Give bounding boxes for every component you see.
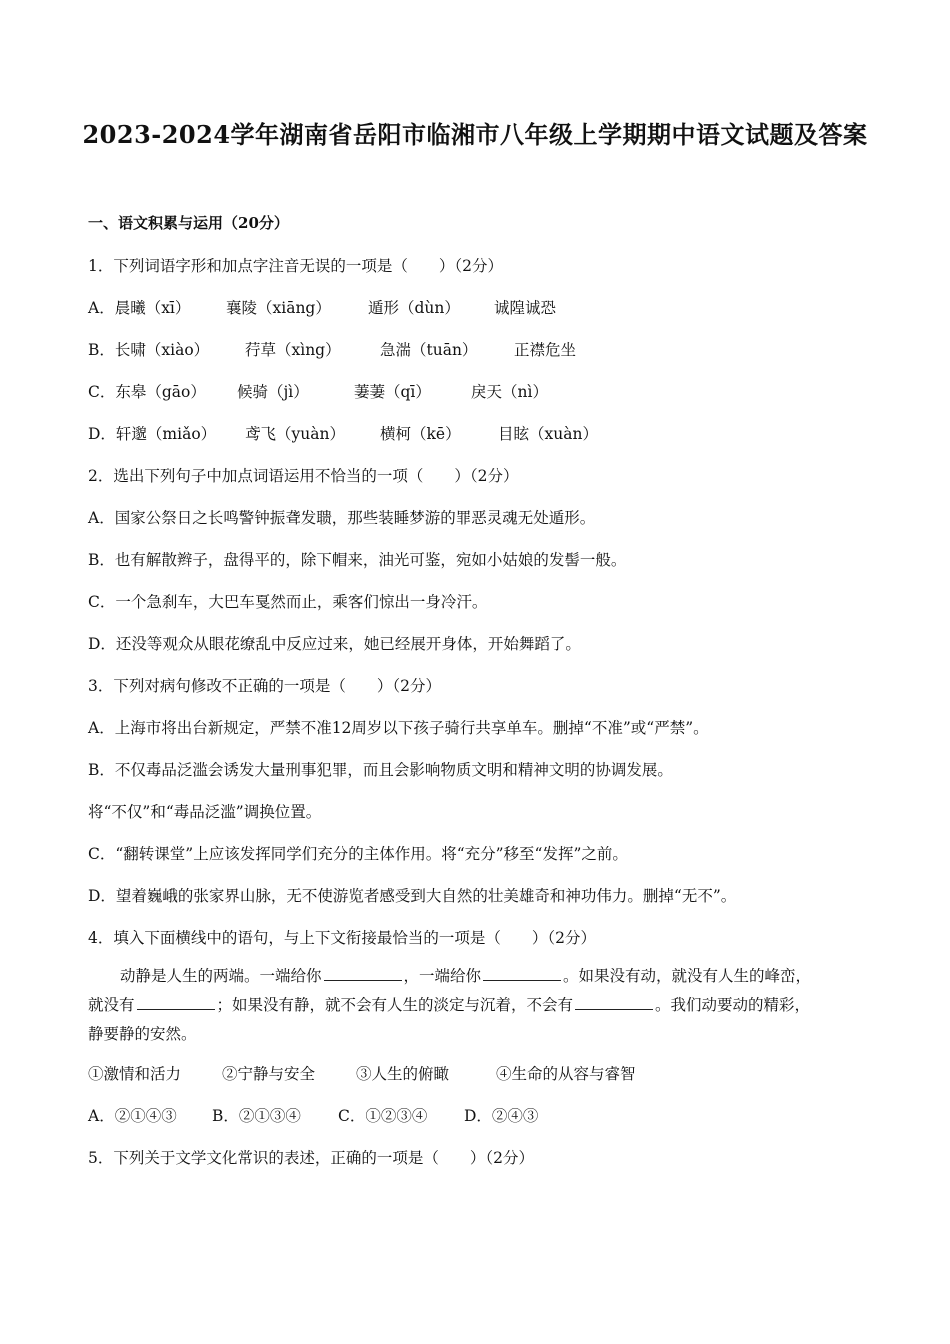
option-d-item-2: 鸢飞（yuàn） [245, 425, 345, 443]
question-4-options [88, 1104, 538, 1126]
q4-option-b: B．②①③④ [212, 1107, 301, 1125]
option-d-item-1: D．轩邈（miǎo） [88, 425, 217, 443]
question-3-stem: 3．下列对病句修改不正确的一项是（ ）（2分） [88, 677, 441, 695]
option-b-item-1: B．长啸（xiào） [88, 341, 210, 359]
option-b-item-3: 急湍（tuān） [380, 341, 478, 359]
option-c-item-4: 戾天（nì） [471, 383, 548, 401]
question-3-option-a: A．上海市将出台新规定，严禁不准12周岁以下孩子骑行共享单车。删掉“不准”或“严禁”。 [88, 719, 709, 737]
option-d-item-4: 目眩（xuàn） [498, 425, 598, 443]
q4-option-a: A．②①④③ [88, 1107, 177, 1125]
option-a-item-1: A．晨曦（xī） [88, 299, 191, 317]
question-5-stem: 5．下列关于文学文化常识的表述，正确的一项是（ ）（2分） [88, 1149, 534, 1167]
option-c-item-2: 候骑（jì） [237, 383, 309, 401]
passage-text: 。如果没有动，就没有人生的峰峦， [563, 967, 812, 985]
question-2-option-a: A．国家公祭日之长鸣警钟振聋发聩，那些装睡梦游的罪恶灵魂无处遁形。 [88, 509, 596, 527]
passage-text: 静要静的安然。 [88, 1025, 197, 1043]
option-d-item-3: 横柯（kē） [380, 425, 461, 443]
question-1-option-b [88, 338, 576, 360]
option-c-item-3: 萋萋（qī） [354, 383, 431, 401]
question-1-option-c [88, 380, 548, 402]
item-1: ①激情和活力 [88, 1065, 182, 1083]
option-a-item-3: 遁形（dùn） [368, 299, 460, 317]
question-2-option-c: C．一个急刹车，大巴车戛然而止，乘客们惊出一身冷汗。 [88, 593, 488, 611]
question-1-option-d [88, 422, 598, 444]
passage-text: 动静是人生的两端。一端给你 [120, 967, 322, 985]
q4-option-c: C．①②③④ [338, 1107, 428, 1125]
option-a-item-2: 襄陵（xiāng） [226, 299, 331, 317]
question-3-option-d: D．望着巍峨的张家界山脉，无不使游览者感受到大自然的壮美雄奇和神功伟力。删掉“无不”。 [88, 887, 737, 905]
passage-text: 就没有 [88, 996, 135, 1014]
question-4-passage [88, 962, 858, 1049]
question-3-option-c: C．“翻转课堂”上应该发挥同学们充分的主体作用。将“充分”移至“发挥”之前。 [88, 845, 628, 863]
passage-text: 。我们动要动的精彩， [655, 996, 811, 1014]
item-2: ②宁静与安全 [222, 1065, 316, 1083]
option-b-item-4: 正襟危坐 [514, 341, 577, 359]
question-2-option-b: B．也有解散辫子，盘得平的，除下帽来，油光可鉴，宛如小姑娘的发髻一般。 [88, 551, 627, 569]
passage-text: ；如果没有静，就不会有人生的淡定与沉着，不会有 [216, 996, 574, 1014]
question-4-items [88, 1062, 636, 1084]
option-b-item-2: 荇草（xìng） [245, 341, 341, 359]
question-4-stem: 4．填入下面横线中的语句，与上下文衔接最恰当的一项是（ ）（2分） [88, 929, 596, 947]
document-title: 2023-2024学年湖南省岳阳市临湘市八年级上学期期中语文试题及答案 [82, 120, 868, 149]
question-2-option-d: D．还没等观众从眼花缭乱中反应过来，她已经展开身体，开始舞蹈了。 [88, 635, 581, 653]
fill-blank [324, 966, 402, 981]
option-a-item-4: 诚隍诚恐 [494, 299, 557, 317]
question-2-stem: 2．选出下列句子中加点词语运用不恰当的一项（ ）（2分） [88, 467, 519, 485]
section-heading: 一、语文积累与运用（20分） [88, 214, 289, 232]
question-1-stem: 1．下列词语字形和加点字注音无误的一项是（ ）（2分） [88, 257, 503, 275]
question-1-option-a [88, 296, 556, 318]
q4-option-d: D．②④③ [464, 1107, 539, 1125]
question-3-option-b-fix: 将“不仅”和“毒品泛滥”调换位置。 [88, 803, 322, 821]
passage-text: ，一端给你 [403, 967, 482, 985]
option-c-item-1: C．东皋（gāo） [88, 383, 206, 401]
item-4: ④生命的从容与睿智 [496, 1065, 636, 1083]
fill-blank [575, 995, 653, 1010]
fill-blank [483, 966, 561, 981]
item-3: ③人生的俯瞰 [356, 1065, 450, 1083]
question-3-option-b: B．不仅毒品泛滥会诱发大量刑事犯罪，而且会影响物质文明和精神文明的协调发展。 [88, 761, 673, 779]
fill-blank [137, 995, 215, 1010]
